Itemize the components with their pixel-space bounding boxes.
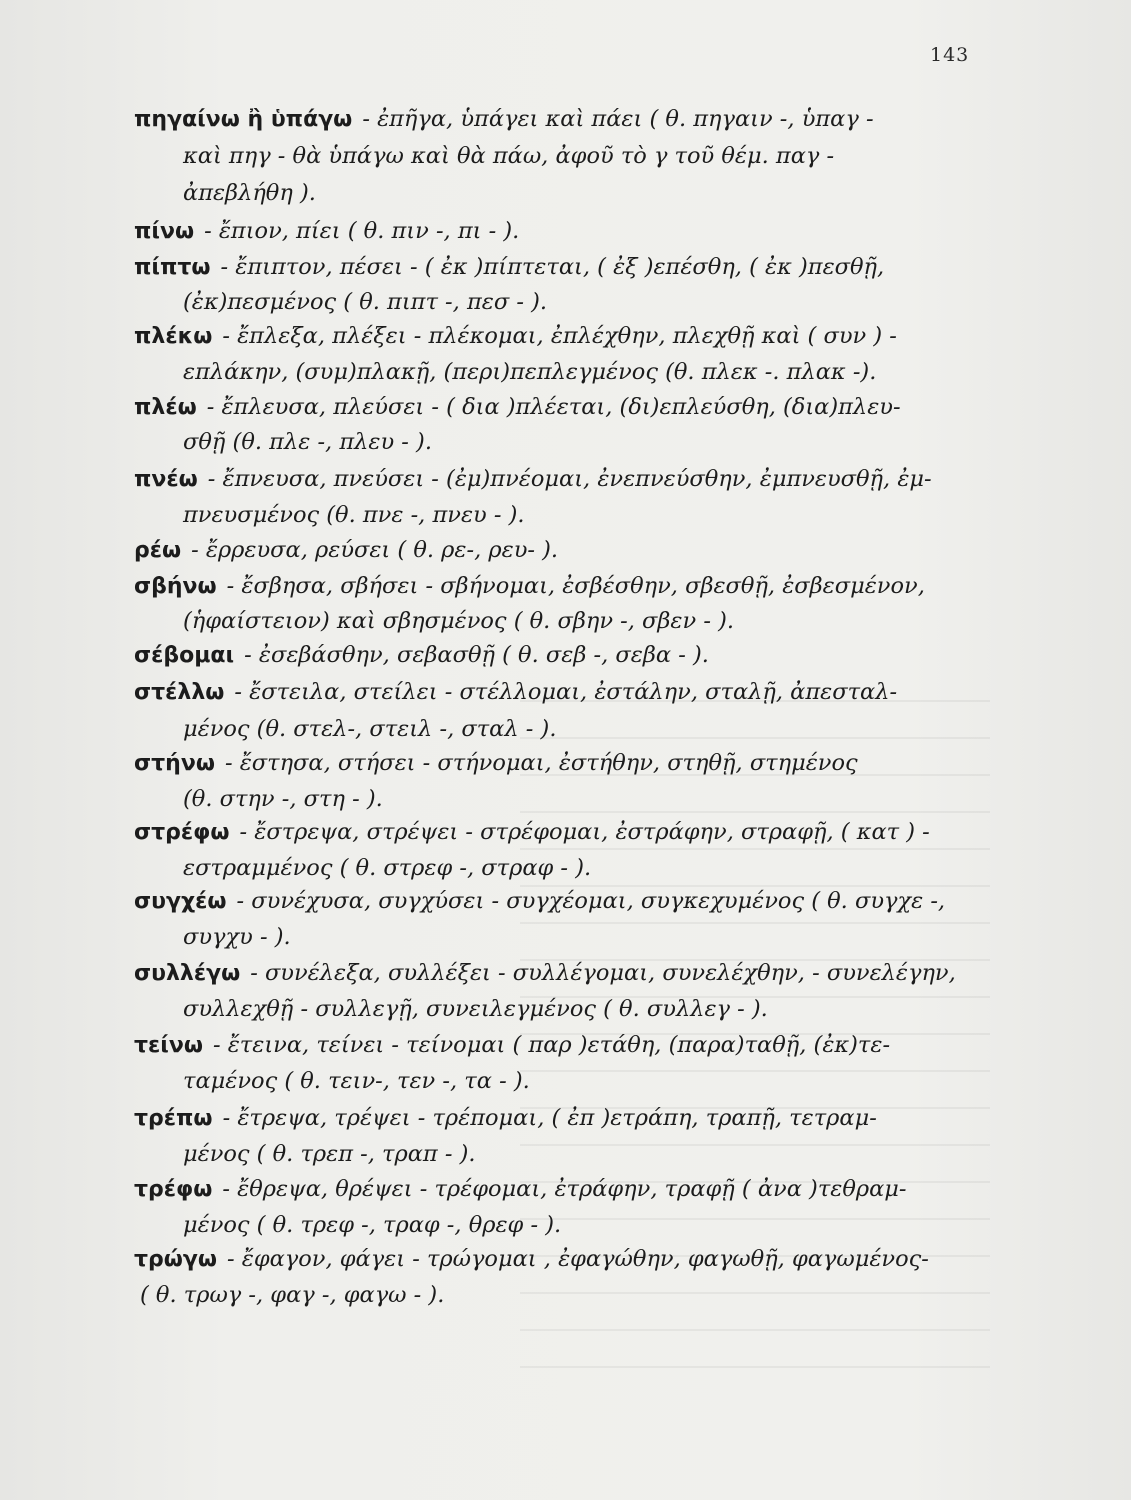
entry-line	[134, 216, 519, 247]
entry-headword: στρέφω	[134, 820, 230, 845]
entry-headword: συλλέγω	[134, 961, 241, 986]
entry-line	[134, 1030, 890, 1061]
entry-line	[134, 640, 709, 671]
entry-line: επλάκην, (συμ)πλακῇ, (περι)πεπλεγμένος (θ. πλεκ -. πλακ -).	[183, 359, 877, 385]
entry-line	[134, 1103, 877, 1134]
entry-text: - ἔπλεξα, πλέξει - πλέκομαι, ἐπλέχθην, πλεχθῇ καὶ ( συν ) -	[222, 323, 897, 349]
entry-line	[134, 958, 956, 989]
entry-line	[134, 1244, 929, 1275]
entry-text: - ἔπλευσα, πλεύσει - ( δια )πλέεται, (δι)επλεύσθη, (δια)πλευ-	[206, 394, 901, 420]
entry-line: ( θ. τρωγ -, φαγ -, φαγω - ).	[140, 1282, 445, 1308]
entry-line: (ἡφαίστειον) καὶ σβησμένος ( θ. σβην -, σβεν - ).	[183, 608, 735, 634]
entry-headword: πλέκω	[134, 324, 213, 349]
entry-line: πνευσμένος (θ. πνε -, πνευ - ).	[183, 502, 525, 528]
entry-text: - συνέχυσα, συγχύσει - συγχέομαι, συγκεχυμένος ( θ. συγχε -,	[236, 888, 946, 914]
entry-line	[134, 392, 901, 423]
entry-line: (θ. στην -, στη - ).	[183, 786, 383, 812]
entry-text: - ἔπιον, πίει ( θ. πιν -, πι - ).	[204, 218, 520, 244]
entry-line: μένος ( θ. τρεφ -, τραφ -, θρεφ - ).	[183, 1212, 562, 1238]
entry-text: - ἔστρεψα, στρέψει - στρέφομαι, ἐστράφην, στραφῇ, ( κατ ) -	[239, 819, 930, 845]
entry-text: - ἔθρεψα, θρέψει - τρέφομαι, ἐτράφην, τραφῇ ( ἀνα )τεθραμ-	[222, 1176, 907, 1202]
entry-line	[134, 886, 945, 917]
entry-headword: στήνω	[134, 751, 215, 776]
entry-line	[134, 817, 930, 848]
entry-text: - ἔτεινα, τείνει - τείνομαι ( παρ )ετάθη, (παρα)ταθῇ, (ἐκ)τε-	[212, 1032, 891, 1058]
entry-line: μένος (θ. στελ-, στειλ -, σταλ - ).	[183, 716, 557, 742]
entry-text: - ἔσβησα, σβήσει - σβήνομαι, ἐσβέσθην, σβεσθῇ, ἐσβεσμένον,	[226, 573, 925, 599]
entry-text: - ἔφαγον, φάγει - τρώγομαι , ἐφαγώθην, φαγωθῇ, φαγωμένος-	[227, 1246, 929, 1272]
entry-headword: τείνω	[134, 1033, 203, 1058]
entry-text: - ἔστησα, στήσει - στήνομαι, ἐστήθην, στηθῇ, στημένος	[224, 750, 858, 776]
entry-headword: πίπτω	[134, 255, 211, 280]
entry-line	[134, 252, 884, 283]
entry-line	[134, 321, 897, 352]
entry-headword: συγχέω	[134, 889, 227, 914]
entry-headword: πνέω	[134, 467, 198, 492]
entry-text: - ἔρρευσα, ρεύσει ( θ. ρε-, ρευ- ).	[191, 537, 559, 563]
entry-headword: πλέω	[134, 395, 197, 420]
entry-line	[134, 677, 897, 708]
entry-line	[134, 1174, 907, 1205]
entry-line: συγχυ - ).	[183, 924, 291, 950]
entry-text: - ἔτρεψα, τρέψει - τρέπομαι, ( ἐπ )ετράπη, τραπῇ, τετραμ-	[222, 1105, 877, 1131]
entry-line	[134, 535, 558, 566]
entry-headword: στέλλω	[134, 680, 225, 705]
entry-line: ταμένος ( θ. τειν-, τεν -, τα - ).	[183, 1068, 530, 1094]
entry-headword: πηγαίνω ἢ ὑπάγω	[134, 107, 353, 132]
entry-text: - ἐπῆγα, ὑπάγει καὶ πάει ( θ. πηγαιν -, ὑπαγ -	[362, 106, 874, 132]
entry-text: - ἐσεβάσθην, σεβασθῇ ( θ. σεβ -, σεβα - ).	[244, 642, 709, 668]
entry-text: - ἔστειλα, στείλει - στέλλομαι, ἐστάλην, σταλῇ, ἀπεσταλ-	[234, 679, 898, 705]
entry-line	[134, 748, 858, 779]
entry-headword: σέβομαι	[134, 643, 235, 668]
page-number: 143	[930, 44, 970, 66]
entry-line: συλλεχθῇ - συλλεγῇ, συνειλεγμένος ( θ. συλλεγ - ).	[183, 996, 768, 1022]
entry-line: καὶ πηγ - θὰ ὑπάγω καὶ θὰ πάω, ἀφοῦ τὸ γ τοῦ θέμ. παγ -	[183, 143, 835, 169]
entry-headword: σβήνω	[134, 574, 217, 599]
entry-line: μένος ( θ. τρεπ -, τραπ - ).	[183, 1141, 476, 1167]
entry-line: (ἐκ)πεσμένος ( θ. πιπτ -, πεσ - ).	[183, 289, 548, 315]
entry-line	[134, 571, 925, 602]
entry-text: - ἔπιπτον, πέσει - ( ἐκ )πίπτεται, ( ἐξ )επέσθη, ( ἐκ )πεσθῇ,	[220, 254, 885, 280]
entry-text: - ἔπνευσα, πνεύσει - (ἐμ)πνέομαι, ἐνεπνεύσθην, ἐμπνευσθῇ, ἐμ-	[207, 466, 932, 492]
entry-headword: τρέπω	[134, 1106, 213, 1131]
entry-line: εστραμμένος ( θ. στρεφ -, στραφ - ).	[183, 855, 592, 881]
entry-line	[134, 104, 874, 135]
entry-line: ἀπεβλήθη ).	[183, 180, 316, 206]
entry-headword: πίνω	[134, 219, 195, 244]
entry-headword: τρώγω	[134, 1247, 218, 1272]
entry-headword: ρέω	[134, 538, 182, 563]
entry-text: - συνέλεξα, συλλέξει - συλλέγομαι, συνελέχθην, - συνελέγην,	[250, 960, 956, 986]
entry-line: σθῇ (θ. πλε -, πλευ - ).	[183, 429, 432, 455]
entry-headword: τρέφω	[134, 1177, 213, 1202]
entry-line	[134, 464, 932, 495]
